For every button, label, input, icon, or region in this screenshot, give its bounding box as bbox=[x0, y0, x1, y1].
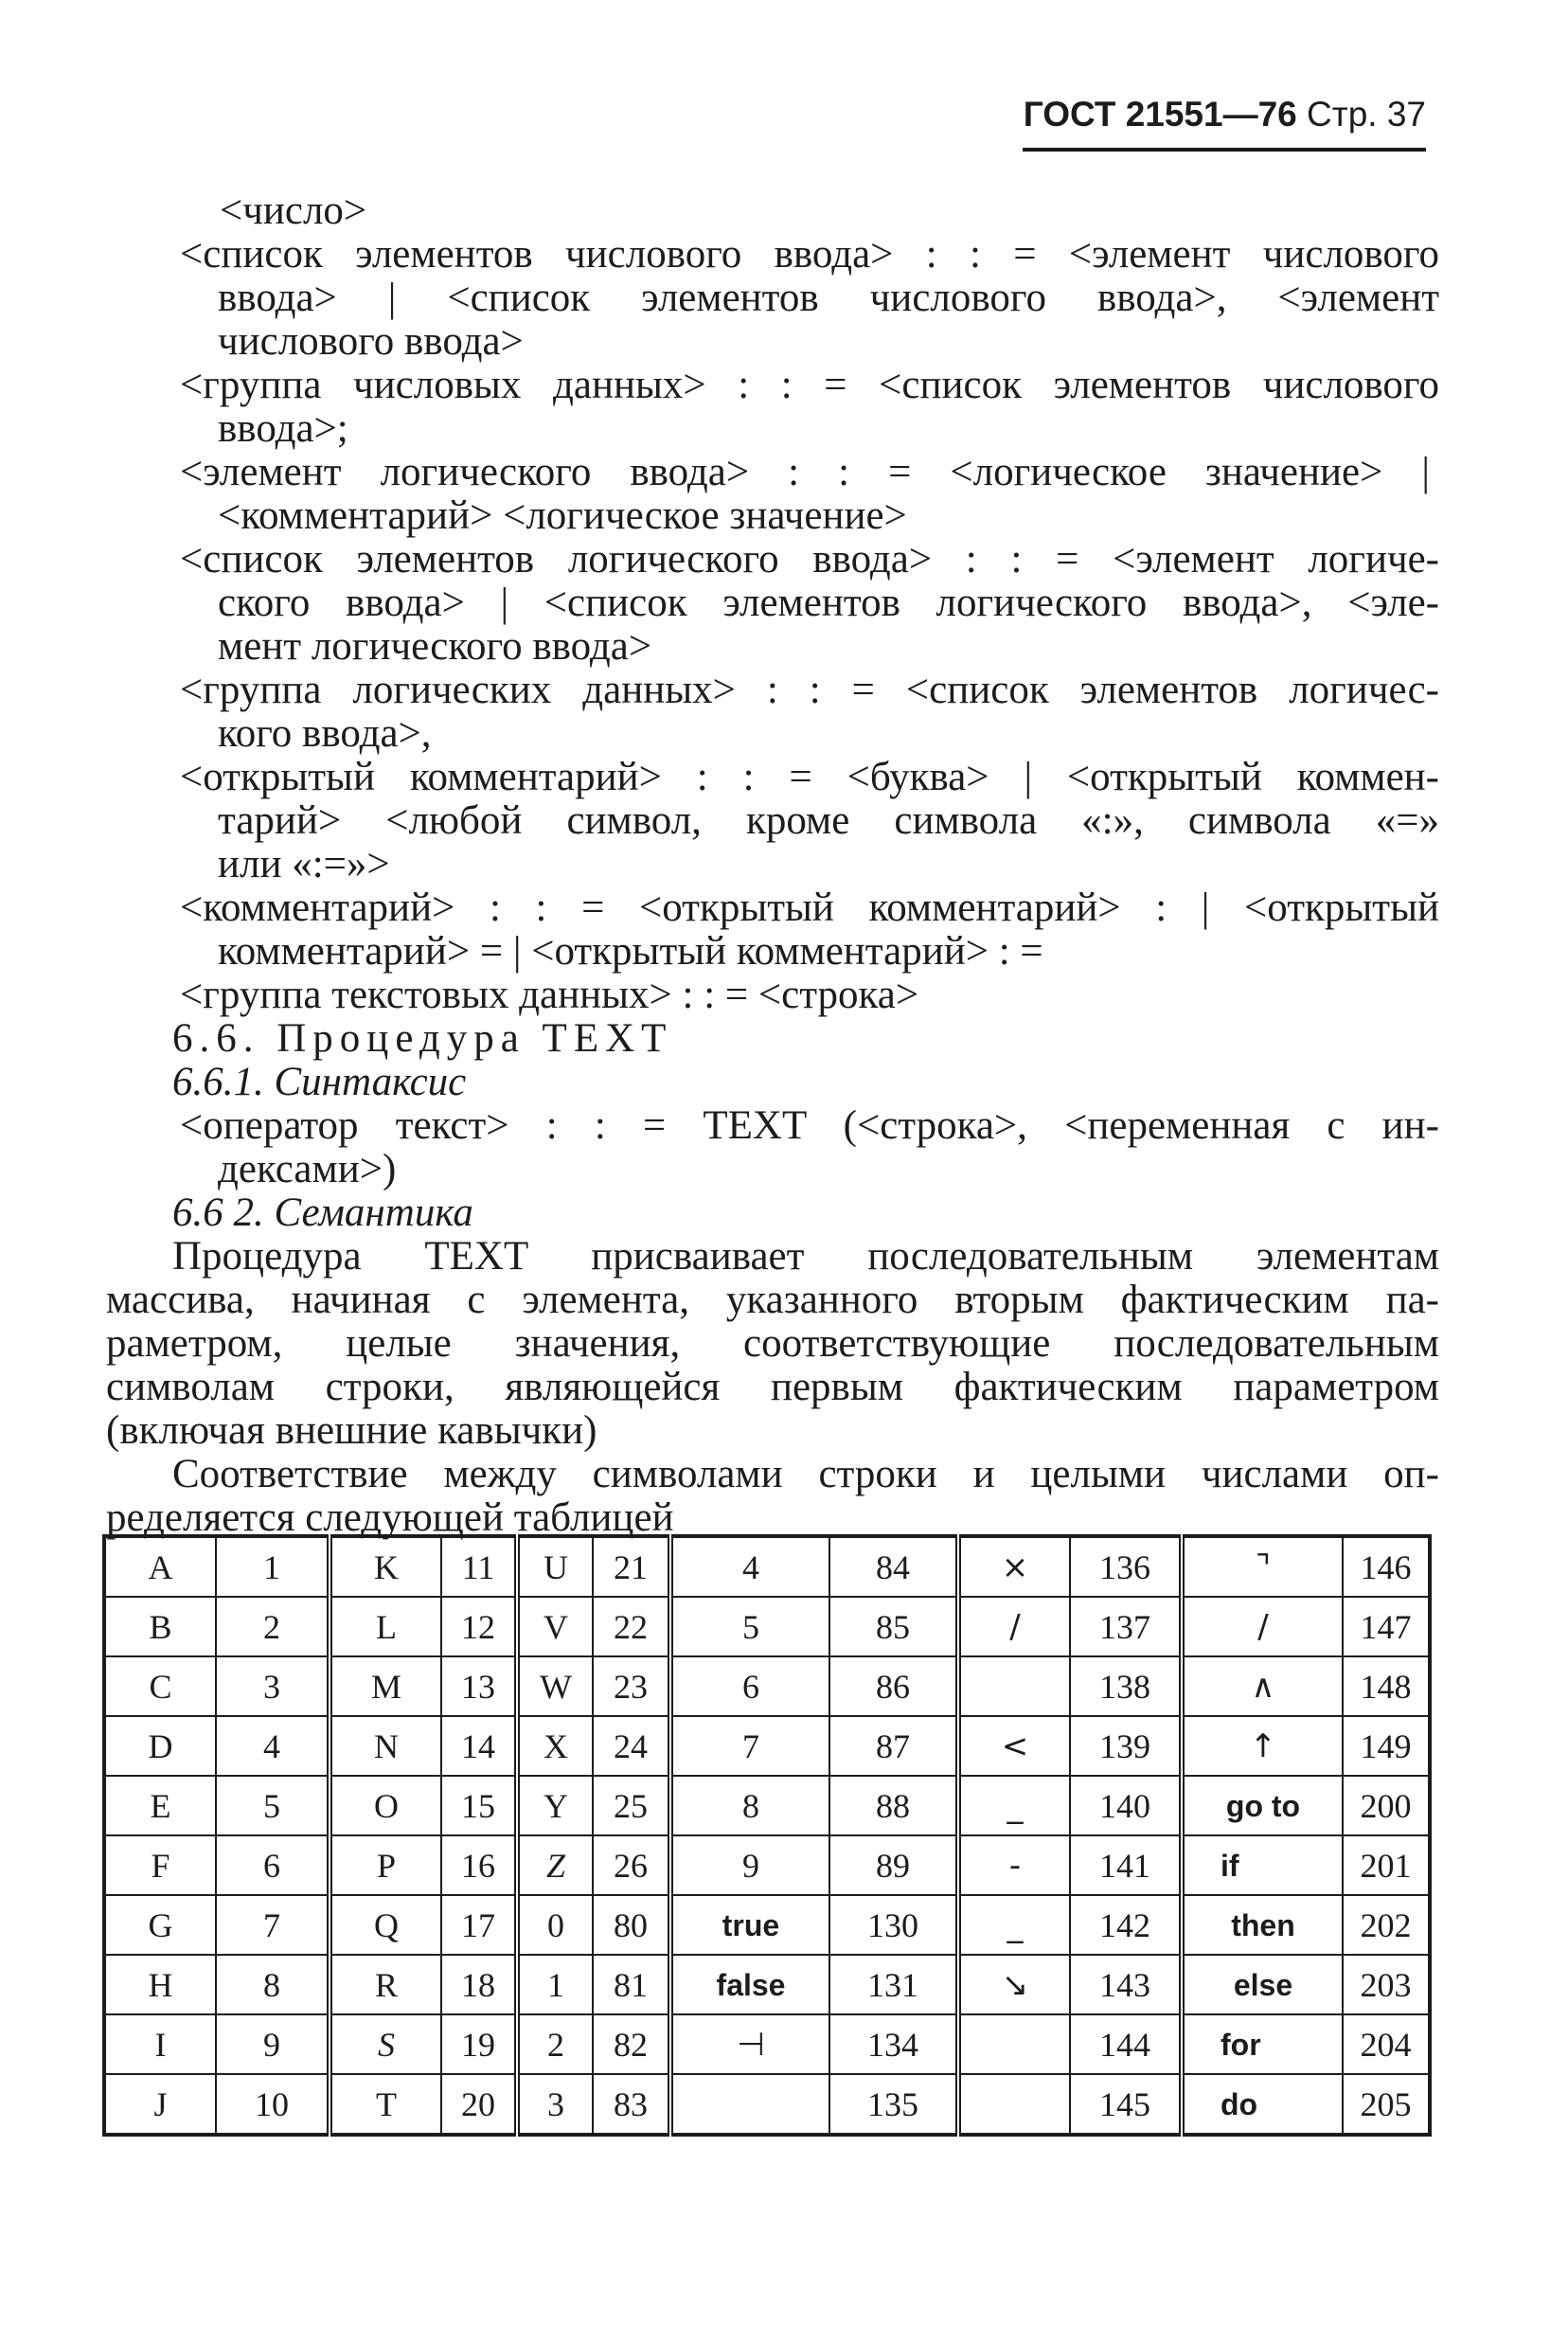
table-cell: M bbox=[330, 1656, 441, 1716]
text-line: дексами>) bbox=[218, 1147, 397, 1191]
table-cell: 88 bbox=[829, 1776, 958, 1835]
subsection-heading: 6.6.1. Синтаксис bbox=[172, 1060, 467, 1104]
table-cell: 7 bbox=[216, 1895, 330, 1955]
text-line: кого ввода>, bbox=[218, 711, 432, 756]
page-number: Стр. 37 bbox=[1307, 95, 1426, 134]
table-cell: 1 bbox=[216, 1536, 330, 1597]
table-cell: Q bbox=[330, 1895, 441, 1955]
table-cell: 84 bbox=[829, 1536, 958, 1597]
table-cell: 86 bbox=[829, 1656, 958, 1716]
standard-number: ГОСТ 21551—76 bbox=[1023, 95, 1297, 134]
table-cell: - bbox=[958, 1835, 1070, 1895]
table-cell: 204 bbox=[1343, 2014, 1430, 2074]
paragraph-line: Соответствие между символами строки и целыми числами оп- bbox=[172, 1452, 1439, 1496]
table-cell: 87 bbox=[829, 1716, 958, 1776]
table-cell: F bbox=[104, 1835, 216, 1895]
table-cell: 137 bbox=[1070, 1597, 1182, 1656]
table-cell: 147 bbox=[1343, 1597, 1430, 1656]
text-line: тарий> <любой символ, кроме символа «:», символа «=» bbox=[218, 798, 1439, 843]
paragraph-line: (включая внешние кавычки) bbox=[106, 1408, 597, 1453]
table-cell: if bbox=[1182, 1835, 1343, 1895]
text-line: <группа логических данных> : : = <список элементов логичес- bbox=[180, 668, 1439, 712]
text-line: <список элементов логического ввода> : : = <элемент логиче- bbox=[180, 537, 1439, 582]
table-cell: 23 bbox=[593, 1656, 670, 1716]
table-cell: H bbox=[104, 1955, 216, 2014]
table-row bbox=[104, 1656, 1430, 1716]
table-cell: W bbox=[517, 1656, 593, 1716]
table-cell: 12 bbox=[441, 1597, 517, 1656]
table-cell: 82 bbox=[593, 2014, 670, 2074]
table-cell: 85 bbox=[829, 1597, 958, 1656]
table-cell: 3 bbox=[216, 1656, 330, 1716]
table-cell: U bbox=[517, 1536, 593, 1597]
text-line: <число> bbox=[220, 188, 367, 233]
table-cell: 141 bbox=[1070, 1835, 1182, 1895]
text-line: <оператор текст> : : = TEXT (<строка>, <переменная с ин- bbox=[180, 1103, 1439, 1148]
table-cell: do bbox=[1182, 2074, 1343, 2135]
table-cell: 131 bbox=[829, 1955, 958, 2014]
table-cell: 203 bbox=[1343, 1955, 1430, 2014]
table-cell: 2 bbox=[216, 1597, 330, 1656]
table-cell bbox=[958, 2014, 1070, 2074]
table-cell: ∧ bbox=[1182, 1656, 1343, 1716]
table-row bbox=[104, 1597, 1430, 1656]
table-cell: I bbox=[104, 2014, 216, 2074]
table-row bbox=[104, 1536, 1430, 1597]
table-cell: go to bbox=[1182, 1776, 1343, 1835]
table-cell: R bbox=[330, 1955, 441, 2014]
table-cell: 139 bbox=[1070, 1716, 1182, 1776]
table-cell: 145 bbox=[1070, 2074, 1182, 2135]
text-line: ввода> | <список элементов числового ввода>, <элемент bbox=[218, 276, 1439, 320]
table-cell: E bbox=[104, 1776, 216, 1835]
table-cell: 140 bbox=[1070, 1776, 1182, 1835]
table-cell: / bbox=[958, 1597, 1070, 1656]
table-cell: 205 bbox=[1343, 2074, 1430, 2135]
table-cell: 130 bbox=[829, 1895, 958, 1955]
table-cell: 22 bbox=[593, 1597, 670, 1656]
text-line: <открытый комментарий> : : = <буква> | <открытый коммен- bbox=[180, 755, 1439, 799]
text-line: числового ввода> bbox=[218, 319, 524, 364]
table-cell: 10 bbox=[216, 2074, 330, 2135]
table-row bbox=[104, 2074, 1430, 2135]
paragraph-line: символам строки, являющейся первым фактическим параметром bbox=[106, 1365, 1439, 1409]
table-cell: 5 bbox=[670, 1597, 829, 1656]
table-cell: 136 bbox=[1070, 1536, 1182, 1597]
table-cell: 18 bbox=[441, 1955, 517, 2014]
table-cell: 83 bbox=[593, 2074, 670, 2135]
table-cell: 26 bbox=[593, 1835, 670, 1895]
table-cell: X bbox=[517, 1716, 593, 1776]
table-cell: J bbox=[104, 2074, 216, 2135]
table-cell: else bbox=[1182, 1955, 1343, 2014]
text-line: <комментарий> : : = <открытый комментарий> : | <открытый bbox=[180, 886, 1439, 930]
table-cell: 4 bbox=[670, 1536, 829, 1597]
text-line: <элемент логического ввода> : : = <логическое значение> | bbox=[180, 450, 1430, 494]
table-cell: true bbox=[670, 1895, 829, 1955]
table-cell: 200 bbox=[1343, 1776, 1430, 1835]
table-cell: 24 bbox=[593, 1716, 670, 1776]
text-line: <группа числовых данных> : : = <список элементов числового bbox=[180, 363, 1439, 407]
table-cell: B bbox=[104, 1597, 216, 1656]
table-cell: K bbox=[330, 1536, 441, 1597]
table-cell: 0 bbox=[517, 1895, 593, 1955]
table-cell: _ bbox=[958, 1895, 1070, 1955]
table-cell: 201 bbox=[1343, 1835, 1430, 1895]
table-cell: 25 bbox=[593, 1776, 670, 1835]
table-cell: × bbox=[958, 1536, 1070, 1597]
table-cell: 81 bbox=[593, 1955, 670, 2014]
table-cell: then bbox=[1182, 1895, 1343, 1955]
table-cell: 17 bbox=[441, 1895, 517, 1955]
table-cell: 11 bbox=[441, 1536, 517, 1597]
table-cell: T bbox=[330, 2074, 441, 2135]
table-cell: 5 bbox=[216, 1776, 330, 1835]
table-cell: 202 bbox=[1343, 1895, 1430, 1955]
table-row bbox=[104, 1716, 1430, 1776]
table-cell bbox=[958, 2074, 1070, 2135]
table-cell: 9 bbox=[216, 2014, 330, 2074]
text-line: или «:=»> bbox=[218, 842, 390, 886]
table-cell: 143 bbox=[1070, 1955, 1182, 2014]
paragraph-line: массива, начиная с элемента, указанного вторым фактическим па- bbox=[106, 1278, 1439, 1322]
table-cell: C bbox=[104, 1656, 216, 1716]
table-cell: 6 bbox=[670, 1656, 829, 1716]
table-cell: 2 bbox=[517, 2014, 593, 2074]
table-cell: 6 bbox=[216, 1835, 330, 1895]
paragraph-line: раметром, целые значения, соответствующие последовательным bbox=[106, 1321, 1439, 1366]
table-cell: 138 bbox=[1070, 1656, 1182, 1716]
paragraph-line: ределяется следующей таблицей bbox=[106, 1495, 674, 1540]
table-cell: 8 bbox=[216, 1955, 330, 2014]
table-cell: 134 bbox=[829, 2014, 958, 2074]
table-cell: 142 bbox=[1070, 1895, 1182, 1955]
table-cell: ⊣ bbox=[670, 2014, 829, 2074]
page-header bbox=[1023, 93, 1426, 152]
table-row bbox=[104, 1955, 1430, 2014]
table-cell: 148 bbox=[1343, 1656, 1430, 1716]
table-cell: O bbox=[330, 1776, 441, 1835]
table-cell bbox=[958, 1656, 1070, 1716]
table-cell: 21 bbox=[593, 1536, 670, 1597]
table-cell: _ bbox=[958, 1776, 1070, 1835]
table-cell: 149 bbox=[1343, 1716, 1430, 1776]
table-cell: 144 bbox=[1070, 2014, 1182, 2074]
table-row bbox=[104, 1895, 1430, 1955]
text-line: мент логического ввода> bbox=[218, 624, 652, 669]
table-cell: ↘ bbox=[958, 1955, 1070, 2014]
table-cell: 19 bbox=[441, 2014, 517, 2074]
table-cell: 3 bbox=[517, 2074, 593, 2135]
character-code-table bbox=[102, 1534, 1432, 2137]
text-line: <список элементов числового ввода> : : = <элемент числового bbox=[180, 232, 1439, 277]
table-cell bbox=[670, 2074, 829, 2135]
section-heading: 6.6. Процедура TEXT bbox=[172, 1016, 673, 1061]
table-cell: false bbox=[670, 1955, 829, 2014]
table-cell: 146 bbox=[1343, 1536, 1430, 1597]
table-cell: 7 bbox=[670, 1716, 829, 1776]
table-cell: 16 bbox=[441, 1835, 517, 1895]
table-cell: A bbox=[104, 1536, 216, 1597]
table-cell: 9 bbox=[670, 1835, 829, 1895]
table-cell: G bbox=[104, 1895, 216, 1955]
table-cell: < bbox=[958, 1716, 1070, 1776]
table-cell: 4 bbox=[216, 1716, 330, 1776]
table-cell: V bbox=[517, 1597, 593, 1656]
table-row bbox=[104, 1835, 1430, 1895]
table-cell: D bbox=[104, 1716, 216, 1776]
table-cell: 1 bbox=[517, 1955, 593, 2014]
table-cell: Y bbox=[517, 1776, 593, 1835]
table-cell: 20 bbox=[441, 2074, 517, 2135]
table-cell: S bbox=[330, 2014, 441, 2074]
table-cell: Z bbox=[517, 1835, 593, 1895]
subsection-heading: 6.6 2. Семантика bbox=[172, 1190, 473, 1235]
text-line: ского ввода> | <список элементов логического ввода>, <эле- bbox=[218, 581, 1439, 625]
text-line: ввода>; bbox=[218, 406, 348, 451]
table-cell: N bbox=[330, 1716, 441, 1776]
table-cell: 14 bbox=[441, 1716, 517, 1776]
table-cell: 135 bbox=[829, 2074, 958, 2135]
table-cell: ⌝ bbox=[1182, 1536, 1343, 1597]
text-line: <группа текстовых данных> : : = <строка> bbox=[180, 973, 919, 1017]
table-cell: 15 bbox=[441, 1776, 517, 1835]
paragraph-line: Процедура TEXT присваивает последовательным элементам bbox=[172, 1234, 1439, 1279]
table-cell: 8 bbox=[670, 1776, 829, 1835]
table-cell: ↑ bbox=[1182, 1716, 1343, 1776]
table-cell: P bbox=[330, 1835, 441, 1895]
table-cell: 89 bbox=[829, 1835, 958, 1895]
text-line: комментарий> = | <открытый комментарий> : = bbox=[218, 929, 1043, 974]
table-cell: 13 bbox=[441, 1656, 517, 1716]
table-row bbox=[104, 2014, 1430, 2074]
text-line: <комментарий> <логическое значение> bbox=[218, 493, 907, 538]
table-cell: 80 bbox=[593, 1895, 670, 1955]
table-row bbox=[104, 1776, 1430, 1835]
table-cell: / bbox=[1182, 1597, 1343, 1656]
table-cell: L bbox=[330, 1597, 441, 1656]
table-cell: for bbox=[1182, 2014, 1343, 2074]
